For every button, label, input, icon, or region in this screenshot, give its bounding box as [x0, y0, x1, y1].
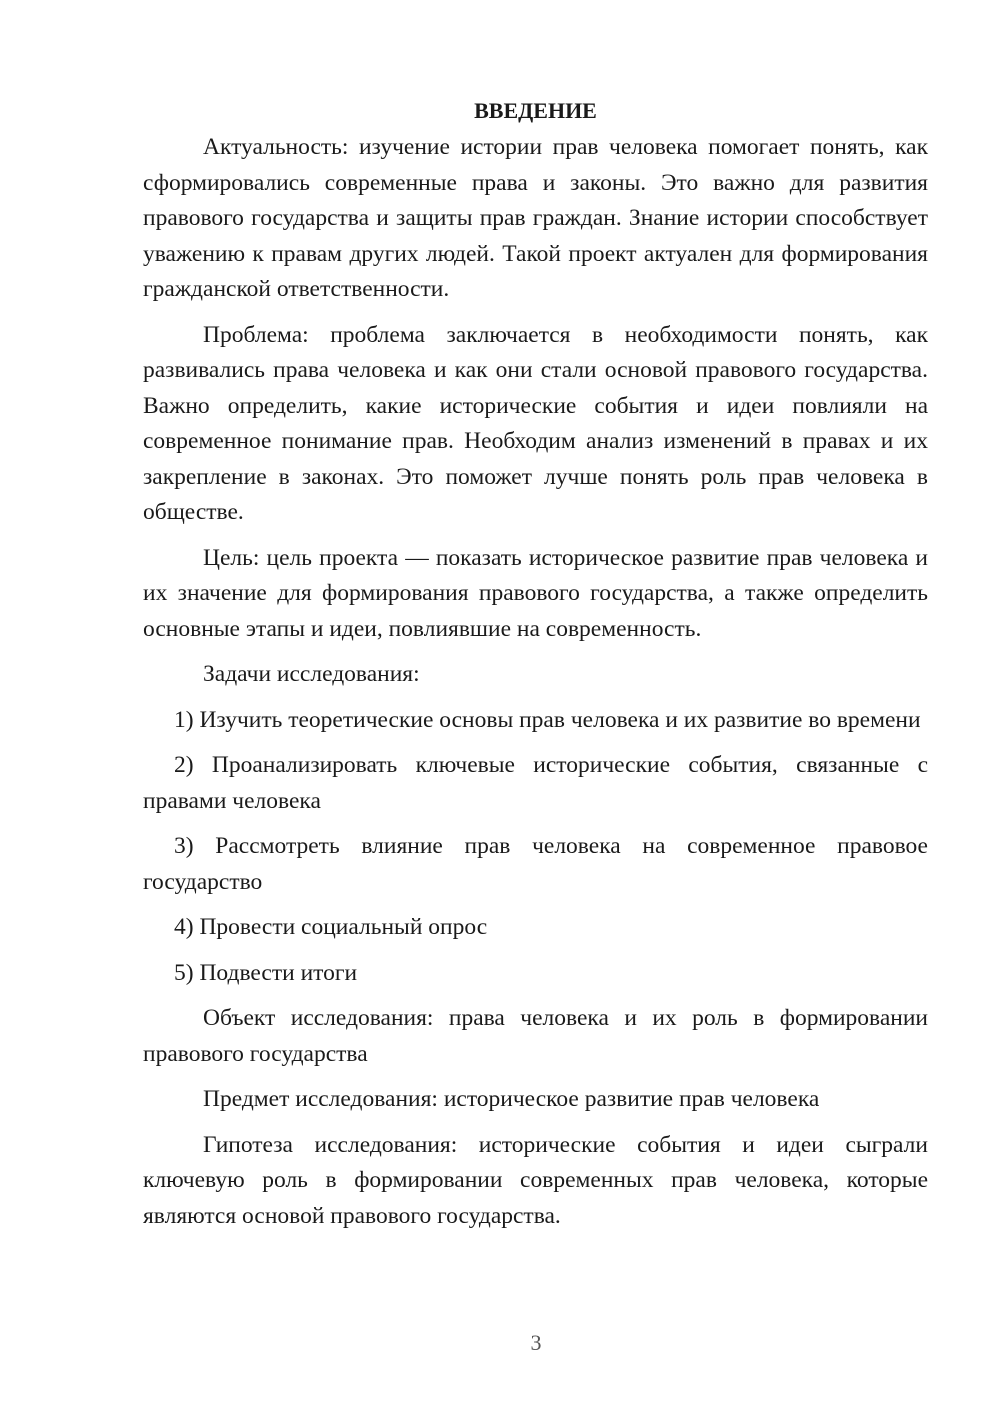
- task-item-3: 3) Рассмотреть влияние прав человека на современное правовое государство: [143, 833, 928, 895]
- task-item-5: 5) Подвести итоги: [174, 959, 358, 986]
- relevance-paragraph: Актуальность: изучение истории прав человека помогает понять, как сформировались современные права и законы. Это важно для развития правового государства и защиты прав граждан. Знание истории способствует уважению к правам других людей. Такой проект актуален для формирования гражданской ответственности.: [143, 134, 928, 302]
- task-item-2: 2) Проанализировать ключевые исторические события, связанные с правами человека: [143, 752, 928, 814]
- goal-paragraph: Цель: цель проекта — показать историческое развитие прав человека и их значение для формирования правового государства, а также определить основные этапы и идеи, повлиявшие на современность.: [143, 544, 928, 642]
- subject-paragraph: Предмет исследования: историческое развитие прав человека: [203, 1086, 820, 1112]
- tasks-heading: Задачи исследования:: [203, 661, 420, 687]
- page-number: 3: [530, 1330, 542, 1355]
- task-item-4: 4) Провести социальный опрос: [174, 914, 488, 940]
- task-item-1: 1) Изучить теоретические основы прав человека и их развитие во времени: [174, 706, 921, 733]
- object-paragraph: Объект исследования: права человека и их роль в формировании правового государства: [143, 1005, 928, 1067]
- problem-paragraph: Проблема: проблема заключается в необходимости понять, как развивались права человека и как они стали основой правового государства. Важно определить, какие исторические события и идеи повлияли на современное понимание прав. Необходим анализ изменений в правах и их закрепление в законах. Это поможет лучше понять роль прав человека в обществе.: [143, 321, 928, 525]
- hypothesis-paragraph: Гипотеза исследования: исторические события и идеи сыграли ключевую роль в формировании современных прав человека, которые являются основой правового государства.: [143, 1131, 928, 1229]
- page-title: ВВЕДЕНИЕ: [474, 98, 597, 123]
- page-content: [143, 93, 928, 1234]
